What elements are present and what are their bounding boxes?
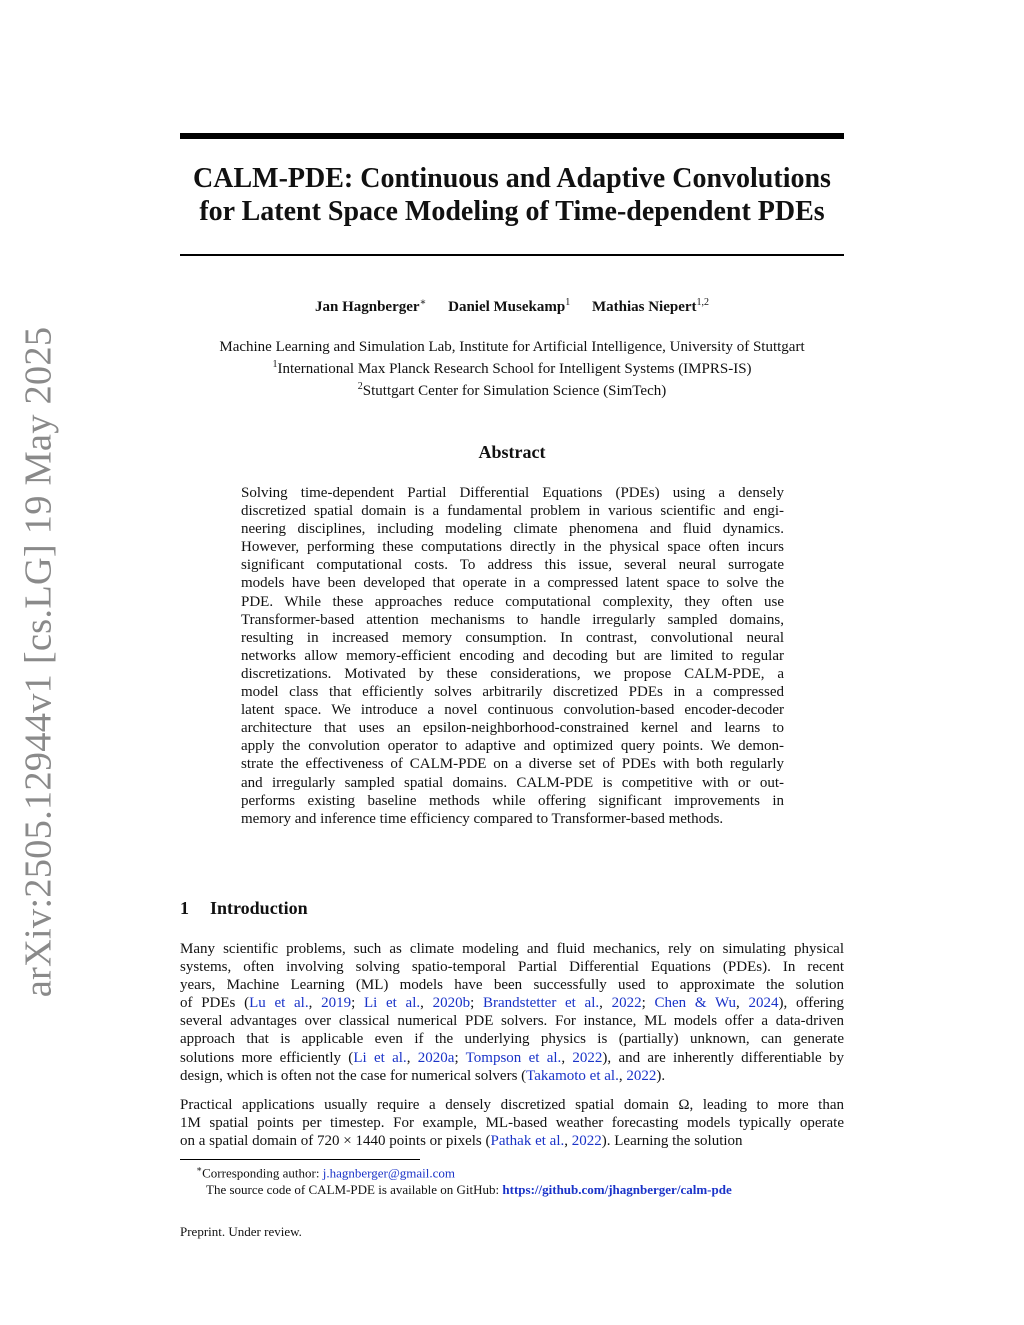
paragraph-text: several advantages over classical numerical PDE solvers. For instance, ML models offer a data-driven [180,1013,844,1030]
author-mark: 1,2 [696,297,710,308]
github-repo-link[interactable]: https://github.com/jhagnberger/calm-pde [502,1182,732,1198]
affiliation-mark: 2 [357,381,363,392]
paragraph-text: ). [656,1067,666,1084]
abstract-line: resulting in increased memory consumption. In contrast, convolutional neural [241,629,784,646]
abstract-line: models have been developed that operate in a compressed latent space to solve the [241,575,784,592]
paragraph-text: ; [454,1049,466,1066]
arxiv-identifier-text: arXiv:2505.12944v1 [cs.LG] 19 May 2025 [17,326,59,998]
paragraph-text: ; [351,995,364,1012]
author-name: Daniel Musekamp [448,299,566,315]
citation-link[interactable]: 2022 [571,1133,602,1150]
citation-link[interactable]: Li et al. [363,995,421,1012]
abstract-line: Transformer-based attention mechanisms to handle irregularly sampled domains, [241,611,784,628]
affiliation-text: International Max Planck Research School for Intelligent Systems (IMPRS-IS) [277,361,752,377]
paragraph-text: 1M spatial points per timestep. For example, ML-based weather forecasting models typically operate [180,1115,844,1132]
title-top-rule [180,133,844,139]
abstract-line: neering disciplines, including modeling climate phenomena and fluid dynamics. [241,521,784,538]
author-list [180,297,844,316]
paragraph-text: ), and are inherently differentiable by [602,1049,845,1066]
intro-paragraph-2 [180,1096,844,1150]
abstract-line: apply the convolution operator to adaptive and optimized query points. We demon- [241,738,784,755]
preprint-note: Preprint. Under review. [180,1224,302,1239]
citation-link[interactable]: Brandstetter et al. [483,995,600,1012]
author [592,299,709,315]
affiliation-list [160,334,864,400]
section-number: 1 [180,898,189,918]
abstract-line: However, performing these computations directly in the physical space often incurs [241,539,784,556]
paragraph-line [180,1114,844,1132]
abstract-line: performs existing baseline methods while offering significant improvements in [241,792,784,809]
paragraph-text: , [308,995,322,1012]
abstract-line: Solving time-dependent Partial Differential Equations (PDEs) using a densely [241,485,784,501]
footnote-corresponding [196,1161,732,1181]
paragraph-line [180,1030,844,1048]
abstract-line: strate the effectiveness of CALM-PDE on a diverse set of PDEs with both regularly [241,756,784,773]
abstract-heading: Abstract [478,442,546,462]
paragraph-line [180,976,844,994]
author-email-link[interactable]: j.hagnberger@gmail.com [322,1165,456,1181]
paragraph-text: approach that is applicable even if the underlying physics is (partially) unknown, can generate [180,1031,844,1048]
paragraph-text: on a spatial domain of 720 × 1440 points or pixels ( [180,1133,491,1150]
paragraph-text: , [420,995,433,1012]
paragraph-line [180,1012,844,1030]
paper-title-line-1: CALM-PDE: Continuous and Adaptive Convolutions [193,163,831,194]
abstract-body [241,484,784,828]
citation-link[interactable]: Takamoto et al. [526,1067,619,1084]
title-bottom-rule [180,254,844,256]
abstract-line: significant computational costs. To address this issue, several neural surrogate [241,557,784,574]
abstract-line: architecture that uses an epsilon-neighborhood-constrained kernel and learns to [241,720,784,737]
paragraph-text: of PDEs ( [180,995,250,1012]
affiliation [160,334,864,356]
paragraph-text: , [618,1067,627,1084]
paragraph-text: Practical applications usually require a densely discretized spatial domain Ω, leading to more than [180,1097,844,1113]
section-heading-introduction [180,898,308,919]
abstract-line: model class that efficiently solves arbitrarily discretized PDEs in a compressed [241,684,784,701]
footnote-source-label: The source code of CALM-PDE is available on GitHub: [206,1182,503,1198]
citation-link[interactable]: Tompson et al. [465,1049,562,1066]
affiliation-text: Machine Learning and Simulation Lab, Institute for Artificial Intelligence, University of Stuttgart [219,339,805,355]
affiliation [160,356,864,378]
footnote [196,1161,732,1198]
intro-paragraph-1 [180,940,844,1085]
footnote-rule [180,1159,420,1160]
paragraph-text: Many scientific problems, such as climate modeling and fluid mechanics, rely on simulating physical [180,941,844,957]
abstract-line: discretized spatial domain is a fundamental problem in various scientific and engi- [241,503,784,520]
citation-link[interactable]: Lu et al. [249,995,309,1012]
paragraph-line [180,994,844,1012]
abstract-line: memory and inference time efficiency compared to Transformer-based methods. [241,810,724,827]
footnote-source-code [206,1181,732,1198]
abstract-line: networks allow memory-efficient encoding and decoding but are limited to regular [241,647,784,664]
paragraph-line [180,958,844,976]
author-name: Jan Hagnberger [314,299,420,315]
paragraph-text: years, Machine Learning (ML) models have been successfully used to approximate the solution [180,977,844,994]
citation-link[interactable]: 2022 [626,1067,657,1084]
paragraph-line [180,1049,844,1067]
paragraph-line [180,1067,844,1085]
paragraph-line [180,1132,844,1150]
affiliation-mark: 1 [272,359,278,370]
affiliation [160,378,864,400]
paragraph-line [180,940,844,958]
citation-link[interactable]: Pathak et al. [490,1133,565,1150]
citation-link[interactable]: 2022 [611,995,642,1012]
paragraph-text: , [736,995,749,1012]
paper-title [180,162,844,228]
footnote-corresponding-label: Corresponding author: [202,1165,323,1181]
affiliation-text: Stuttgart Center for Simulation Science (SimTech) [362,383,667,399]
abstract-line: latent space. We introduce a novel continuous convolution-based encoder-decoder [241,702,784,719]
paragraph-text: , [561,1049,573,1066]
paragraph-text: systems, often involving solving spatio-temporal Partial Differential Equations (PDEs). In recent [180,959,844,976]
paragraph-text: , [406,1049,418,1066]
paragraph-text: ), offering [778,995,845,1012]
paragraph-text: ; [641,995,655,1012]
author-name: Mathias Niepert [591,299,697,315]
paragraph-line [180,1096,844,1114]
section-title: Introduction [210,898,308,918]
citation-link[interactable]: 2024 [748,995,779,1012]
author [315,299,426,315]
abstract-line: and irregularly sampled spatial domains. CALM-PDE is competitive with or out- [241,774,784,791]
citation-link[interactable]: 2020a [417,1049,455,1066]
footnote-mark: ∗ [196,1164,203,1174]
abstract-line: discretizations. Motivated by these considerations, we propose CALM-PDE, a [241,665,784,682]
paragraph-text: , [564,1133,572,1150]
citation-link[interactable]: Chen & Wu [654,995,737,1012]
arxiv-identifier-stamp [10,326,66,998]
author [448,299,570,315]
author-mark: ∗ [419,297,427,308]
paragraph-text: design, which is often not the case for numerical solvers ( [180,1067,527,1084]
paragraph-text: solutions more efficiently ( [180,1049,354,1066]
citation-link[interactable]: 2020b [432,995,471,1012]
citation-link[interactable]: Li et al. [353,1049,407,1066]
paragraph-text: ; [470,995,483,1012]
author-mark: 1 [565,297,571,308]
citation-link[interactable]: 2019 [321,995,352,1012]
abstract-line: PDE. While these approaches reduce computational complexity, they often use [241,593,784,610]
paper-title-line-2: for Latent Space Modeling of Time-dependent PDEs [199,196,825,227]
citation-link[interactable]: 2022 [572,1049,603,1066]
paragraph-text: , [599,995,612,1012]
paragraph-text: ). Learning the solution [601,1133,743,1150]
